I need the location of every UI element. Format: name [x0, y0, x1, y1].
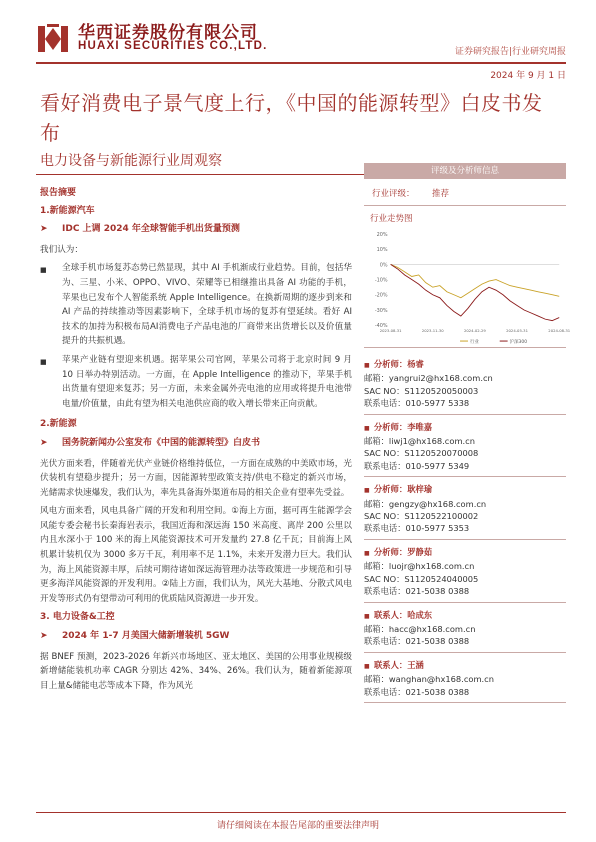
footer-divider	[36, 812, 566, 813]
page-title: 看好消费电子景气度上行，《中国的能源转型》白皮书发布	[40, 91, 543, 145]
x-tick-label: 2023-08-31	[379, 329, 402, 334]
section-1-bullet: ➤ IDC 上调 2024 年全球智能手机出货量预测	[40, 222, 352, 237]
analyst-sac-number: SAC NO：S1120520050003	[364, 385, 479, 396]
y-tick-label: -20%	[374, 292, 388, 299]
analyst-sac-number: SAC NO：S1120522100002	[364, 511, 479, 522]
analyst-email[interactable]: 邮箱：wanghan@hx168.com.cn	[364, 674, 495, 685]
square-bullet-icon: ■	[364, 362, 370, 369]
square-bullet-icon: ■	[364, 662, 370, 670]
analyst-email[interactable]: 邮箱：liwj1@hx168.com.cn	[364, 436, 475, 447]
analyst-email[interactable]: 邮箱：gengzy@hx168.com.cn	[364, 498, 487, 509]
analyst-name-row	[364, 358, 566, 372]
analyst-phone: 联系电话：021-5038 0388	[364, 586, 470, 597]
footer-disclaimer: 请仔细阅读在本报告尾部的重要法律声明	[216, 821, 379, 831]
trend-chart-title: 行业走势图	[370, 214, 413, 224]
analyst-card	[364, 603, 566, 653]
analyst-card	[364, 352, 566, 415]
rating-box-header: 评级及分析师信息	[364, 163, 566, 179]
analyst-name: 分析师：李唯嘉	[374, 421, 433, 432]
analyst-sac-number: SAC NO：S1120524040005	[364, 573, 479, 584]
square-bullet-icon: ■	[364, 487, 370, 495]
arrow-icon: ➤	[40, 631, 48, 642]
analyst-name: 联系人：哈成东	[374, 609, 433, 620]
analyst-name-row	[364, 483, 566, 497]
x-tick-label: 2024-08-31	[548, 329, 571, 334]
report-tag: 证券研究报告|行业研究周报	[454, 47, 566, 57]
header-divider	[36, 62, 566, 64]
analyst-sac-number: SAC NO：S1120520070008	[364, 448, 479, 459]
analyst-phone: 联系电话：021-5038 0388	[364, 686, 470, 697]
analyst-phone: 联系电话：010-5977 5353	[364, 523, 470, 534]
summary-heading: 报告摘要	[40, 188, 77, 198]
section-1-heading: 1.新能源汽车	[40, 205, 95, 216]
analyst-phone: 联系电话：010-5977 5349	[364, 460, 470, 471]
section-3-heading: 3. 电力设备&工控	[40, 612, 115, 623]
analyst-card	[364, 477, 566, 540]
series-line-0	[391, 264, 560, 297]
analyst-list	[364, 352, 566, 703]
industry-rating	[364, 179, 566, 206]
analyst-phone: 联系电话：010-5977 5338	[364, 398, 470, 409]
analyst-name: 分析师：耿梓瑜	[374, 484, 433, 495]
rating-label: 行业评级：	[372, 189, 415, 199]
section-1-intro: 我们认为：	[40, 244, 83, 255]
section-3-bullet: ➤ 2024 年 1-7 月美国大储新增装机 5GW	[40, 629, 352, 644]
y-tick-label: 0%	[379, 262, 388, 269]
arrow-icon: ➤	[40, 224, 48, 235]
legend-label: 沪深300	[509, 340, 528, 346]
square-bullet-icon: ■	[364, 424, 370, 432]
x-tick-label: 2024-02-29	[464, 329, 486, 334]
section-2-paragraph-2: 风电方面来看，风电具备广阔的开发和利用空间。①海上方面，据可再生能源学会风能专委会秘书长秦海岩表示，我国近海和深远海 150 米高度、离岸 200 公里以内且水深小于 100 米的海上风能资源技术可开发量约 27.8 亿千瓦；目前海上风机累计装机仅为 3000 多万千瓦，利用率不足 1.1%，未来开发潜力巨大。我们认为，海上风能资源丰厚，后续可期待诸如深远海管理办法等政策进一步规范和引导更多海洋风能资源的开发利用。②陆上方面，我们认为，风光大基地、分散式风电开发等形式仍有望带动可利用的优质陆风资源进一步开发。	[40, 506, 352, 604]
section-2-bullet: ➤ 国务院新闻办公室发布《中国的能源转型》白皮书	[40, 436, 352, 451]
report-summary	[40, 184, 352, 697]
rating-value: 推荐	[432, 189, 450, 199]
section-2-heading: 2.新能源	[40, 419, 77, 430]
square-bullet-icon: ■	[40, 266, 47, 275]
arrow-icon: ➤	[40, 437, 48, 448]
analyst-card	[364, 415, 566, 478]
trend-chart	[364, 226, 571, 348]
analyst-name-row	[364, 609, 566, 623]
analyst-name: 分析师：罗静茹	[374, 546, 433, 557]
company-name-cn: 华西证券股份有限公司	[78, 23, 258, 43]
analyst-name: 分析师：杨睿	[374, 359, 424, 369]
list-item: ■ 苹果产业链有望迎来机遇。据苹果公司官网，苹果公司将于北京时间 9 月 10 日举办特别活动。一方面，在 Apple Intelligence 的推动下，苹果手机出货量有望迎来复苏；另一方面，未来金属外壳电池的应用或将提升电池带电量/价值量，由此有望为相关电池供应商的收入增长带来正向贡献。	[40, 353, 352, 411]
analyst-name: 联系人：王涵	[374, 659, 424, 670]
analyst-email[interactable]: 邮箱：hacc@hx168.com.cn	[364, 623, 476, 634]
square-bullet-icon: ■	[40, 357, 47, 366]
analyst-card	[364, 653, 566, 703]
section-2-paragraph-1: 光伏方面来看，伴随着光伏产业链价格维持低位，一方面在成熟的中美欧市场，光伏装机有望稳步提升；另一方面，因能源转型政策支持/供电不稳定的新兴市场，光储需求快速爆发，我们认为，率先具备海外渠道布局的相关企业有望率先受益。	[40, 458, 352, 498]
report-date: 2024 年 9 月 1 日	[490, 71, 566, 81]
y-tick-label: 10%	[376, 247, 388, 254]
header	[0, 0, 596, 64]
analyst-name-row	[364, 546, 566, 560]
series-line-1	[391, 264, 560, 320]
analyst-email[interactable]: 邮箱：yangrui2@hx168.com.cn	[364, 373, 493, 384]
x-tick-label: 2024-05-31	[506, 329, 528, 334]
square-bullet-icon: ■	[364, 612, 370, 620]
square-bullet-icon: ■	[364, 549, 370, 557]
analyst-phone: 联系电话：021-5038 0388	[364, 636, 470, 647]
company-name-en: HUAXI SECURITIES CO.,LTD.	[78, 40, 268, 52]
y-tick-label: -10%	[374, 277, 388, 284]
list-item: ■ 全球手机市场复苏态势已然显现，其中 AI 手机渐成行业趋势。目前，包括华为、三星、小米、OPPO、VIVO、荣耀等已相继推出具备 AI 功能的手机，苹果也已发布个人智能系统 Apple Intelligence。在换新周期的逐步到来和 AI 产品的持续推动等因素影响下，全球手机市场的复苏有望延续。看好 AI 技术的加持为积极布局AI消费电子产品电池的厂商带来出货增长以及价值量提升的共振机遇。	[40, 261, 352, 349]
analyst-name-row	[364, 421, 566, 435]
y-tick-label: -40%	[374, 323, 388, 330]
analyst-email[interactable]: 邮箱：luojr@hx168.com.cn	[364, 561, 475, 572]
legend-label: 行业	[469, 340, 479, 346]
page-subtitle: 电力设备与新能源行业周观察	[40, 153, 222, 169]
y-tick-label: 20%	[376, 231, 388, 238]
company-logo-icon	[36, 22, 70, 56]
section-3-paragraph-1: 据 BNEF 预测，2023-2026 年新兴市场地区、亚太地区、美国的公用事业规模级新增储能装机功率 CAGR 分别达 42%、34%、26%。我们认为，随着新能源项目上量&储能电芯等成本下降，作为风光	[40, 651, 352, 691]
x-tick-label: 2023-11-30	[421, 329, 444, 334]
analyst-name-row	[364, 659, 566, 673]
y-tick-label: -30%	[374, 307, 388, 314]
analyst-card	[364, 540, 566, 603]
analyst-sidebar	[364, 163, 571, 703]
